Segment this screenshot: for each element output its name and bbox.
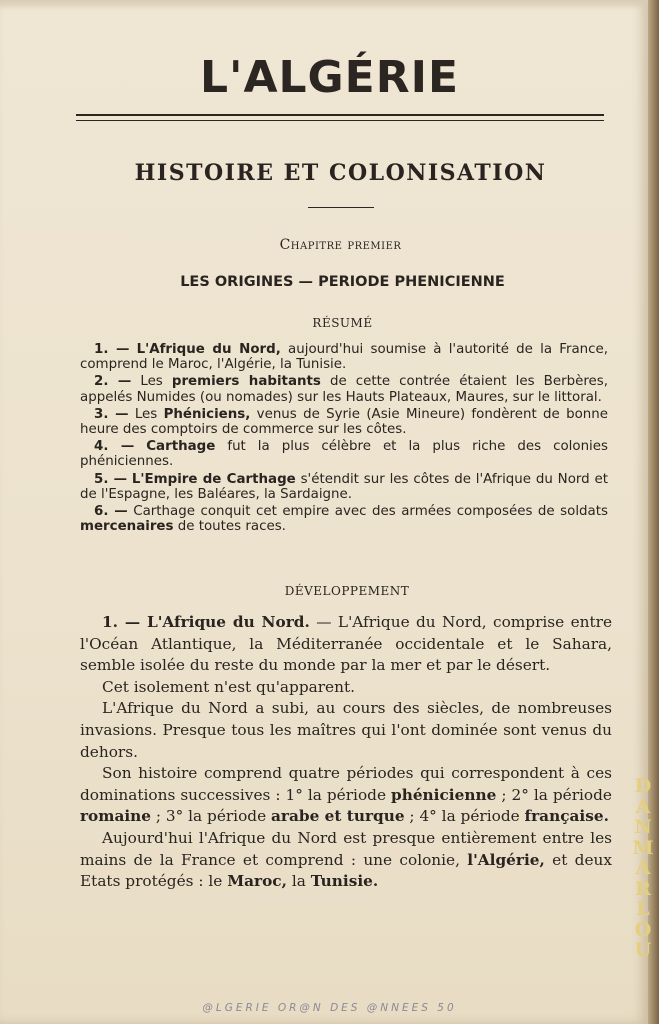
paragraph-text: ; 3° la période <box>151 807 271 826</box>
resume-item <box>80 504 608 534</box>
item-bold: premiers habitants <box>171 374 321 390</box>
book-title: L'ALGÉRIE <box>199 52 460 103</box>
paragraph <box>80 763 612 828</box>
item-number: 5. — <box>94 471 128 487</box>
paragraph <box>80 698 612 763</box>
item-bold: L'Empire de Carthage <box>131 471 296 487</box>
paragraph-text: la <box>286 872 311 891</box>
resume-item <box>80 472 608 502</box>
item-bold: Carthage <box>146 439 216 455</box>
chapter-label: Chapitre premier <box>279 237 402 253</box>
paragraph-text: et deux Etats protégés : le <box>80 850 612 891</box>
item-text: aujourd'hui soumise à l'autorité de la France, comprend le Maroc, l'Algérie, la Tunisie. <box>80 342 608 373</box>
paragraph <box>80 677 612 699</box>
item-bold: mercenaires <box>80 519 174 535</box>
item-number: 4. — <box>94 439 135 455</box>
paragraph-text: Son histoire comprend quatre périodes qui correspondent à ces dominations successives : 1° la période <box>80 764 612 804</box>
page-shadow <box>0 0 648 10</box>
paragraph <box>80 828 612 893</box>
resume-item <box>80 407 608 437</box>
item-pre: Les <box>140 374 172 390</box>
title-rule-thick <box>76 114 604 116</box>
paragraph-text: Aujourd'hui l'Afrique du Nord est presque entièrement entre les mains de la France et comprend : une colonie, <box>80 828 612 869</box>
watermark-footer: @LGERIE OR@N DES @NNEES 50 <box>202 1002 457 1014</box>
paragraph-text: — L'Afrique du Nord, comprise entre l'Océan Atlantique, la Méditerranée occidentale et le Sahara, semble isolée du reste du monde par la mer et par le désert. <box>80 613 612 675</box>
paragraph-number: 1. — <box>102 613 147 631</box>
paragraph-heading: L'Afrique du Nord. <box>146 613 310 631</box>
item-pre: Carthage conquit cet empire avec des armées composées de soldats <box>133 504 608 520</box>
emphasis: l'Algérie, <box>467 850 545 869</box>
paragraph-text: Cet isolement n'est qu'apparent. <box>102 677 355 696</box>
item-number: 6. — <box>94 504 128 520</box>
paragraph-text: L'Afrique du Nord a subi, au cours des siècles, de nombreuses invasions. Presque tous les maîtres qui l'ont dominée sont venus du dehors. <box>80 699 612 761</box>
title-rule-thin <box>76 120 604 121</box>
subtitle-rule <box>308 207 374 208</box>
collector-stamp: DANMARLOU <box>632 775 654 961</box>
paragraph-text: ; 4° la période <box>404 807 525 826</box>
book-subtitle: HISTOIRE ET COLONISATION <box>134 160 547 186</box>
item-text: fut la plus célèbre et la plus riche des colonies phéniciennes. <box>80 439 608 470</box>
item-pre: Les <box>134 406 164 422</box>
item-number: 1. — <box>94 342 130 357</box>
item-number: 3. — <box>94 406 129 422</box>
emphasis: Maroc, <box>227 872 287 891</box>
item-number: 2. — <box>94 374 132 390</box>
resume-heading: RÉSUMÉ <box>312 316 373 330</box>
resume-list <box>80 342 608 536</box>
emphasis: Tunisie. <box>310 872 379 891</box>
emphasis: romaine <box>80 807 152 826</box>
item-text: s'étendit sur les côtes de l'Afrique du Nord et de l'Espagne, les Baléares, la Sardaigne. <box>80 471 608 502</box>
emphasis: française. <box>524 807 609 826</box>
resume-item <box>80 374 608 404</box>
emphasis: phénicienne <box>391 785 497 804</box>
paragraph-text: ; 2° la période <box>496 785 612 804</box>
paragraph <box>80 612 612 677</box>
item-bold: Phéniciens, <box>163 406 251 422</box>
resume-item <box>80 342 608 372</box>
chapter-title: LES ORIGINES — PERIODE PHENICIENNE <box>180 274 505 290</box>
item-text: venus de Syrie (Asie Mineure) fondèrent de bonne heure des comptoirs de commerce sur les côtes. <box>80 406 608 438</box>
item-text: de cette contrée étaient les Berbères, appelés Numides (ou nomades) sur les Hauts Plateaux, Maures, sur le littoral. <box>80 374 609 405</box>
developpement-body <box>80 612 612 893</box>
item-bold: L'Afrique du Nord, <box>136 342 281 357</box>
developpement-heading: DÉVELOPPEMENT <box>284 584 410 598</box>
item-text: de toutes races. <box>173 519 286 535</box>
emphasis: arabe et turque <box>271 807 405 826</box>
resume-item <box>80 439 608 469</box>
